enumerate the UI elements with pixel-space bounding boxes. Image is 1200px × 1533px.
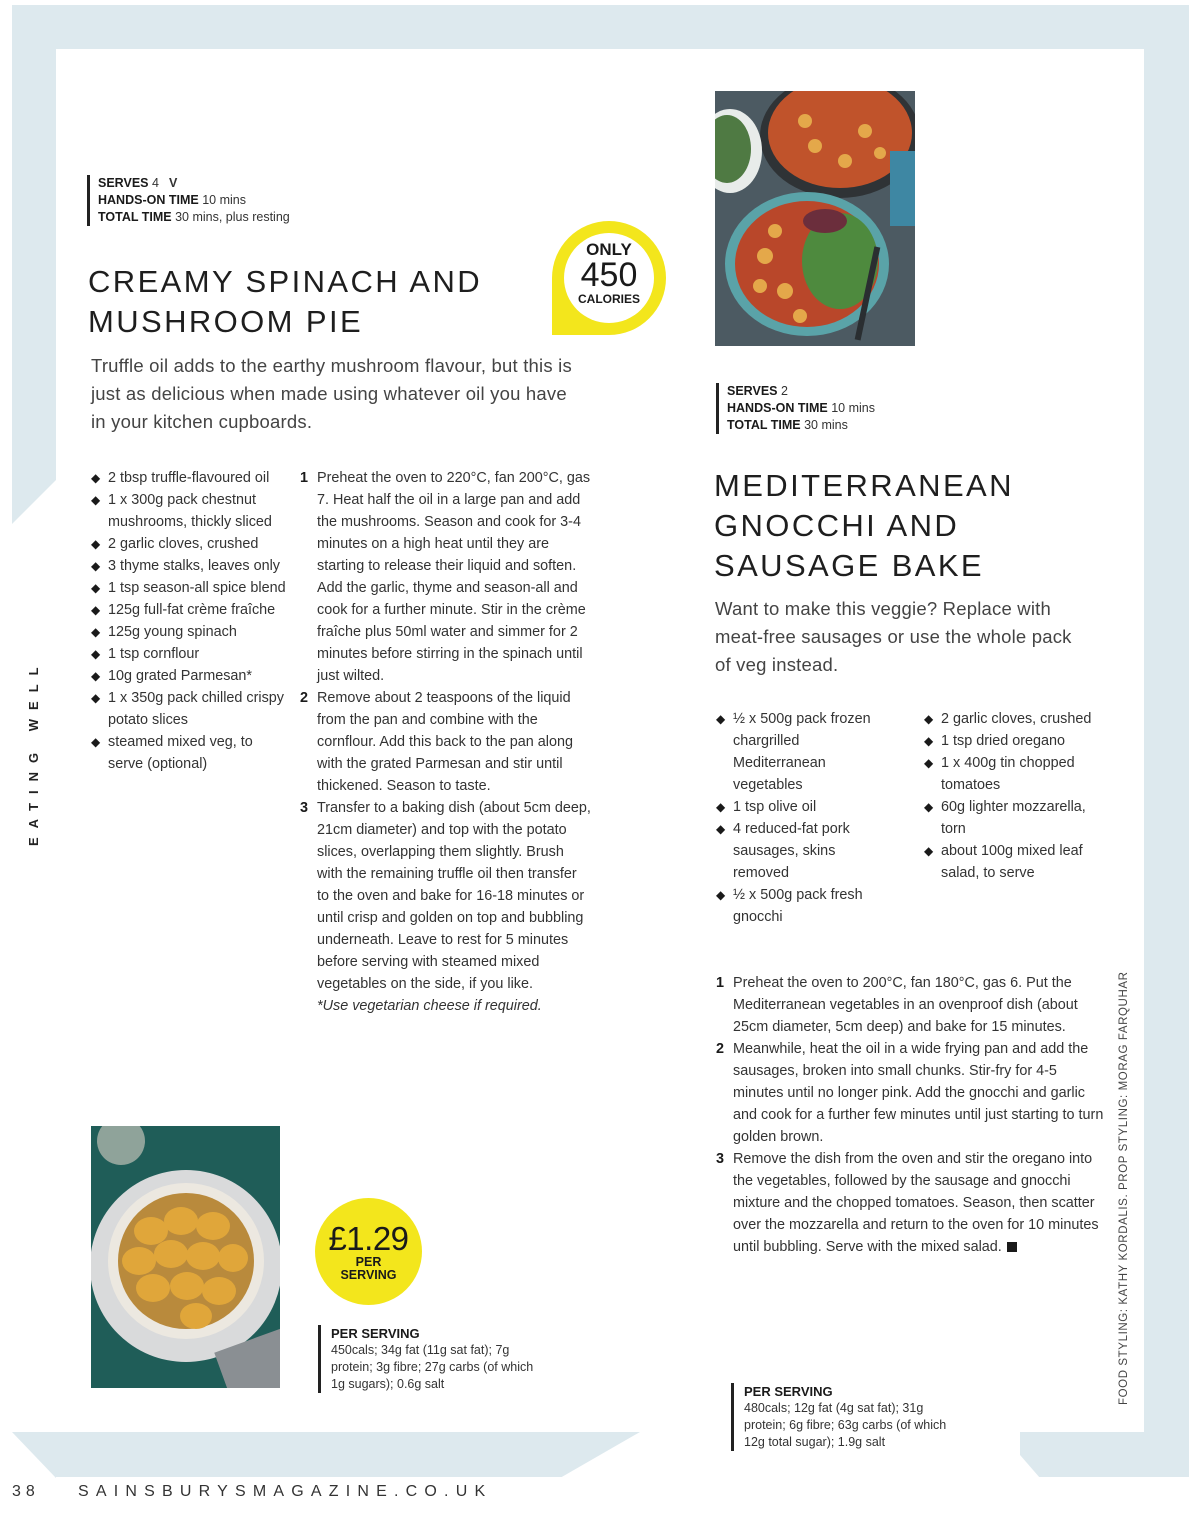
- frame-notch-left: [12, 480, 56, 1480]
- method-step: 1 Preheat the oven to 220°C, fan 200°C, gas 7. Heat half the oil in a large pan and add the mushrooms. Season and cook for 3-4 minutes on a high heat until they are starting to release their liquid and soften. Add the garlic, thyme and season-all and cook for a further minute. Stir in the crème fraîche plus 50ml water and simmer for 2 minutes before stirring in the spinach until just wilted.: [300, 467, 592, 687]
- ingredient-item: ◆ ½ x 500g pack frozen chargrilled Mediterranean vegetables: [716, 708, 891, 796]
- calorie-badge-number: 450: [580, 256, 638, 294]
- title-line: MEDITERRANEAN: [714, 468, 1014, 503]
- ingredient-item: ◆ 125g full-fat crème fraîche: [91, 599, 291, 621]
- diamond-bullet-icon: ◆: [91, 603, 101, 617]
- ingredient-item: ◆ 2 tbsp truffle-flavoured oil: [91, 467, 291, 489]
- recipe1-intro: Truffle oil adds to the earthy mushroom flavour, but this is just as delicious when made using whatever oil you have in your kitchen cupboards.: [91, 355, 572, 432]
- step-number: 1: [716, 975, 725, 991]
- calorie-badge-unit: CALORIES: [577, 292, 640, 306]
- total-time-value: 30 mins: [804, 418, 848, 432]
- method-step: 3 Remove the dish from the oven and stir the oregano into the vegetables, followed by the sausage and gnocchi mixture and the chopped tomatoes. Season, then scatter over the mozzarella and return to the oven for 10 minutes until bubbling. Serve with the mixed salad.: [716, 1148, 1108, 1258]
- hands-on-label: HANDS-ON TIME: [98, 193, 199, 207]
- diamond-bullet-icon: ◆: [716, 822, 726, 836]
- frame-bottom-left-wedge: [12, 1432, 56, 1478]
- ingredient-item: ◆ 60g lighter mozzarella, torn: [924, 796, 1099, 840]
- diamond-bullet-icon: ◆: [924, 844, 934, 858]
- nutrition-heading: PER SERVING: [331, 1326, 420, 1341]
- hands-on-value: 10 mins: [831, 401, 875, 415]
- ingredient-item: ◆ 1 tsp dried oregano: [924, 730, 1099, 752]
- end-of-article-mark-icon: [1007, 1242, 1017, 1252]
- diamond-bullet-icon: ◆: [91, 471, 101, 485]
- title-line: MUSHROOM PIE: [88, 304, 364, 339]
- ingredient-item: ◆ 4 reduced-fat pork sausages, skins removed: [716, 818, 891, 884]
- frame-bottom-wedge-left: [560, 1432, 640, 1478]
- ingredient-item: ◆ 1 tsp olive oil: [716, 796, 891, 818]
- total-time-label: TOTAL TIME: [727, 418, 801, 432]
- ingredient-item: ◆ 1 tsp cornflour: [91, 643, 291, 665]
- serves-value: 4: [151, 176, 159, 190]
- title-line: CREAMY SPINACH AND: [88, 264, 483, 299]
- diamond-bullet-icon: ◆: [91, 559, 101, 573]
- ingredient-item: ◆ 125g young spinach: [91, 621, 291, 643]
- total-time-value: 30 mins, plus resting: [175, 210, 290, 224]
- nutrition-text: 450cals; 34g fat (11g sat fat); 7g protein; 3g fibre; 27g carbs (of which 1g sugars); 0.6g salt: [331, 1343, 534, 1391]
- diamond-bullet-icon: ◆: [716, 800, 726, 814]
- ingredient-item: ◆ 10g grated Parmesan*: [91, 665, 291, 687]
- serves-label: SERVES: [98, 176, 149, 190]
- diamond-bullet-icon: ◆: [924, 756, 934, 770]
- recipe2-nutrition: [731, 1383, 966, 1451]
- hands-on-value: 10 mins: [202, 193, 246, 207]
- price-badge: [315, 1198, 422, 1305]
- section-label: EATING WELL: [26, 658, 41, 847]
- nutrition-text: 480cals; 12g fat (4g sat fat); 31g protein; 6g fibre; 63g carbs (of which 12g total sugar); 1.9g salt: [744, 1401, 947, 1449]
- hands-on-label: HANDS-ON TIME: [727, 401, 828, 415]
- method-step: 2 Remove about 2 teaspoons of the liquid from the pan and combine with the cornflour. Add this back to the pan along with the grated Parmesan and stir until thickened. Season to taste.: [300, 687, 592, 797]
- calorie-badge-inner: [564, 233, 654, 323]
- recipe2-meta: [716, 383, 875, 434]
- frame-bottom-wedge-right: [1000, 1432, 1040, 1478]
- ingredient-item: ◆ about 100g mixed leaf salad, to serve: [924, 840, 1099, 884]
- frame-notch-wedge: [12, 480, 56, 524]
- ingredient-item: ◆ 1 tsp season-all spice blend: [91, 577, 291, 599]
- website-link[interactable]: SAINSBURYSMAGAZINE.CO.UK: [78, 1483, 493, 1500]
- ingredient-item: ◆ 1 x 350g pack chilled crispy potato slices: [91, 687, 291, 731]
- recipe2-ingredients-col1: [716, 708, 891, 928]
- calorie-badge-only: ONLY: [586, 240, 632, 259]
- diamond-bullet-icon: ◆: [91, 537, 101, 551]
- ingredient-item: ◆ 1 x 300g pack chestnut mushrooms, thickly sliced: [91, 489, 291, 533]
- calorie-badge: [552, 221, 666, 335]
- diamond-bullet-icon: ◆: [716, 712, 726, 726]
- diamond-bullet-icon: ◆: [91, 735, 101, 749]
- price-serving: SERVING: [340, 1268, 397, 1282]
- ingredient-item: ◆ 1 x 400g tin chopped tomatoes: [924, 752, 1099, 796]
- recipe2-intro: Want to make this veggie? Replace with meat-free sausages or use the whole pack of veg instead.: [715, 598, 1072, 675]
- diamond-bullet-icon: ◆: [91, 625, 101, 639]
- recipe1-meta: [87, 175, 290, 226]
- method-step: 3 Transfer to a baking dish (about 5cm deep, 21cm diameter) and top with the potato slices, overlapping them slightly. Brush with the remaining truffle oil then transfer to the oven and bake for 16-18 minutes or until crisp and golden on top and bubbling underneath. Leave to rest for 5 minutes before serving with steamed mixed vegetables on the side, if you like. *Use vegetarian cheese if required.: [300, 797, 592, 1017]
- recipe1-nutrition: [318, 1325, 543, 1393]
- recipe2-title: [714, 466, 1094, 586]
- ingredient-item: ◆ ½ x 500g pack fresh gnocchi: [716, 884, 891, 928]
- price-per: PER: [355, 1255, 382, 1269]
- recipe1-method: [300, 467, 592, 1017]
- page-number: 38: [12, 1483, 40, 1500]
- diamond-bullet-icon: ◆: [91, 493, 101, 507]
- gnocchi-dish-image: [715, 91, 915, 346]
- method-step: 2 Meanwhile, heat the oil in a wide frying pan and add the sausages, broken into small chunks. Stir-fry for 4-5 minutes until no longer pink. Add the gnocchi and garlic and cook for a further few minutes until just starting to turn golden brown.: [716, 1038, 1108, 1148]
- serves-label: SERVES: [727, 384, 778, 398]
- total-time-label: TOTAL TIME: [98, 210, 172, 224]
- vegetarian-note: *Use vegetarian cheese if required.: [317, 998, 542, 1014]
- vegetarian-mark: V: [168, 176, 178, 190]
- nutrition-heading: PER SERVING: [744, 1384, 833, 1399]
- recipe2-method: [716, 972, 1108, 1258]
- title-line: SAUSAGE BAKE: [714, 548, 985, 583]
- diamond-bullet-icon: ◆: [924, 800, 934, 814]
- diamond-bullet-icon: ◆: [716, 888, 726, 902]
- serves-value: 2: [780, 384, 788, 398]
- styling-credit: FOOD STYLING: KATHY KORDALIS. PROP STYLING: MORAG FARQUHAR: [1118, 971, 1130, 1405]
- ingredient-item: ◆ 2 garlic cloves, crushed: [91, 533, 291, 555]
- diamond-bullet-icon: ◆: [924, 734, 934, 748]
- diamond-bullet-icon: ◆: [91, 647, 101, 661]
- title-line: GNOCCHI AND: [714, 508, 960, 543]
- diamond-bullet-icon: ◆: [91, 581, 101, 595]
- method-step: 1 Preheat the oven to 200°C, fan 180°C, gas 6. Put the Mediterranean vegetables in an ovenproof dish (about 25cm diameter, 5cm deep) and bake for 15 minutes.: [716, 972, 1108, 1038]
- price-value: £1.29: [328, 1220, 409, 1257]
- pie-dish-image: [91, 1126, 280, 1388]
- recipe2-ingredients-col2: [924, 708, 1099, 884]
- gnocchi-photo: [715, 91, 915, 346]
- pie-photo: [91, 1126, 280, 1388]
- step-number: 3: [300, 800, 309, 816]
- ingredient-item: ◆ steamed mixed veg, to serve (optional): [91, 731, 291, 775]
- diamond-bullet-icon: ◆: [91, 669, 101, 683]
- recipe1-title: [88, 262, 548, 342]
- diamond-bullet-icon: ◆: [924, 712, 934, 726]
- step-number: 2: [300, 690, 309, 706]
- recipe1-ingredients: [91, 467, 291, 775]
- ingredient-item: ◆ 3 thyme stalks, leaves only: [91, 555, 291, 577]
- step-number: 1: [300, 470, 309, 486]
- diamond-bullet-icon: ◆: [91, 691, 101, 705]
- step-number: 2: [716, 1041, 725, 1057]
- step-number: 3: [716, 1151, 725, 1167]
- ingredient-item: ◆ 2 garlic cloves, crushed: [924, 708, 1099, 730]
